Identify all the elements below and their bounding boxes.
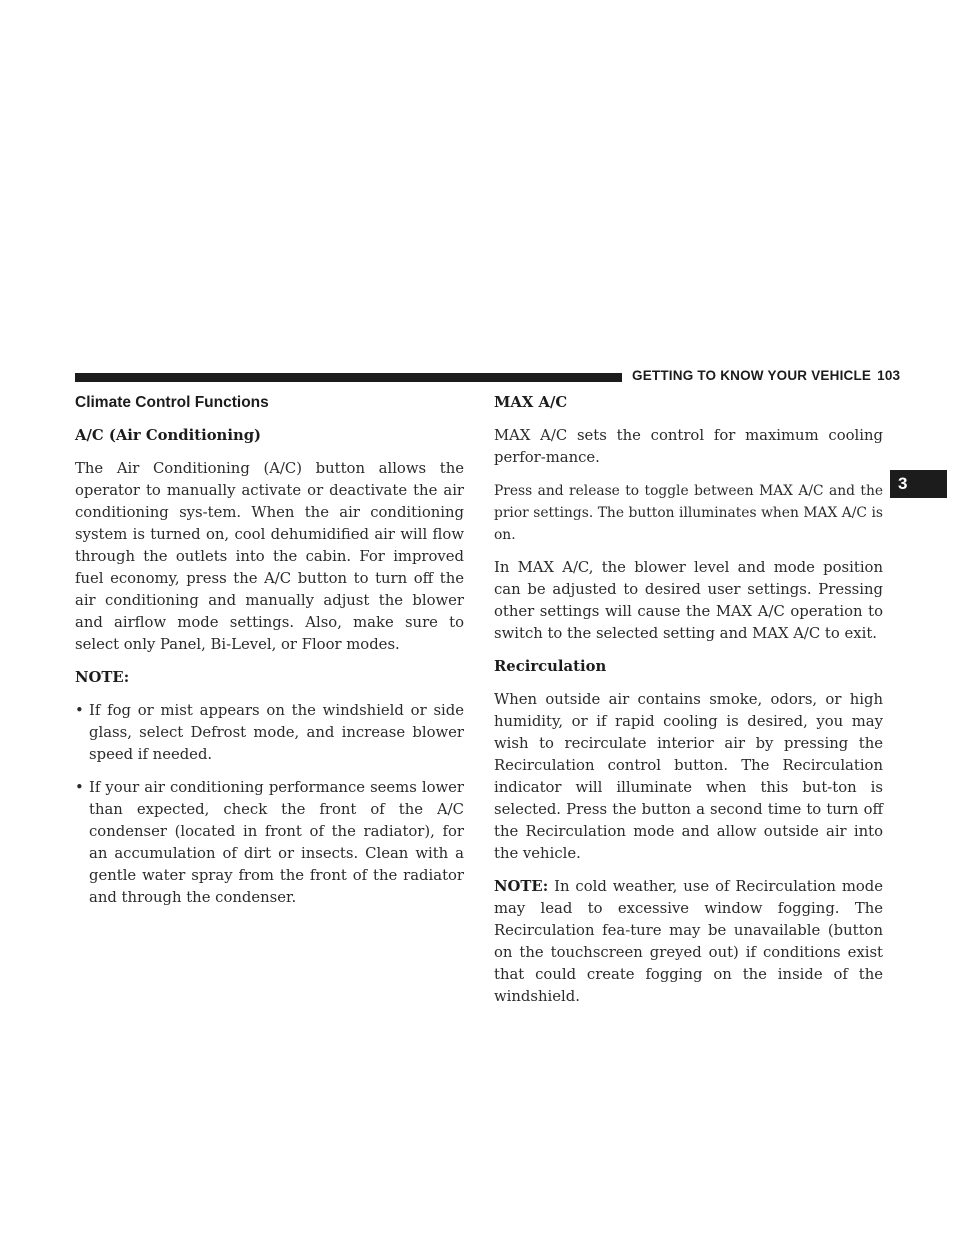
note-text: In cold weather, use of Recirculation mode may lead to excessive window fogging. The Recirculation fea-ture may be unavailable (button on the touchscreen greyed out) if conditions exist that could create fogging on the inside of the windshield. (494, 878, 883, 1005)
bullet-text: If your air conditioning performance seems lower than expected, check the front of the A/C condenser (located in front of the radiator), for an accumulation of dirt or insects. Clean with a gentle water spray from the front of the radiator and through the condenser. (89, 779, 464, 906)
bullet-icon: • (75, 779, 84, 796)
running-header (632, 368, 900, 383)
right-column (494, 392, 883, 1019)
left-column (75, 392, 464, 920)
bullet-text: If fog or mist appears on the windshield or side glass, select Defrost mode, and increase blower speed if needed. (89, 702, 464, 763)
list-item (75, 777, 464, 909)
max-ac-heading: MAX A/C (494, 394, 568, 411)
max-ac-paragraph-3: In MAX A/C, the blower level and mode position can be adjusted to desired user settings. Pressing other settings will cause the MAX A/C operation to switch to the selected setting and MAX A/C to exit. (494, 559, 883, 642)
max-ac-paragraph-1: MAX A/C sets the control for maximum cooling perfor-mance. (494, 427, 883, 466)
note-heading: NOTE: (75, 669, 130, 686)
bullet-icon: • (75, 702, 84, 719)
recirculation-paragraph: When outside air contains smoke, odors, or high humidity, or if rapid cooling is desired, you may wish to recirculate interior air by pressing the Recirculation control button. The Recirculation indicator will illuminate when this but-ton is selected. Press the button a second time to turn off the Recirculation mode and allow outside air into the vehicle. (494, 691, 883, 862)
page-number: 103 (877, 368, 901, 383)
note-label: NOTE: (494, 878, 549, 895)
list-item (75, 700, 464, 766)
ac-paragraph: The Air Conditioning (A/C) button allows the operator to manually activate or deactivate the air conditioning sys-tem. When the air conditioning system is turned on, cool dehumidified air will flow through the outlets into the cabin. For improved fuel economy, press the A/C button to turn off the air conditioning and manually adjust the blower and airflow mode settings. Also, make sure to select only Panel, Bi-Level, or Floor modes. (75, 460, 464, 653)
chapter-tab: 3 (890, 470, 947, 498)
note-bullet-list (75, 700, 464, 909)
header-title-text: GETTING TO KNOW YOUR VEHICLE (632, 368, 872, 383)
recirculation-note (494, 876, 883, 1008)
max-ac-paragraph-2: Press and release to toggle between MAX A/C and the prior settings. The button illuminates when MAX A/C is on. (494, 483, 883, 543)
recirculation-heading: Recirculation (494, 658, 607, 675)
header-rule (75, 373, 622, 382)
section-title: Climate Control Functions (75, 394, 269, 411)
ac-heading: A/C (Air Conditioning) (75, 427, 262, 444)
